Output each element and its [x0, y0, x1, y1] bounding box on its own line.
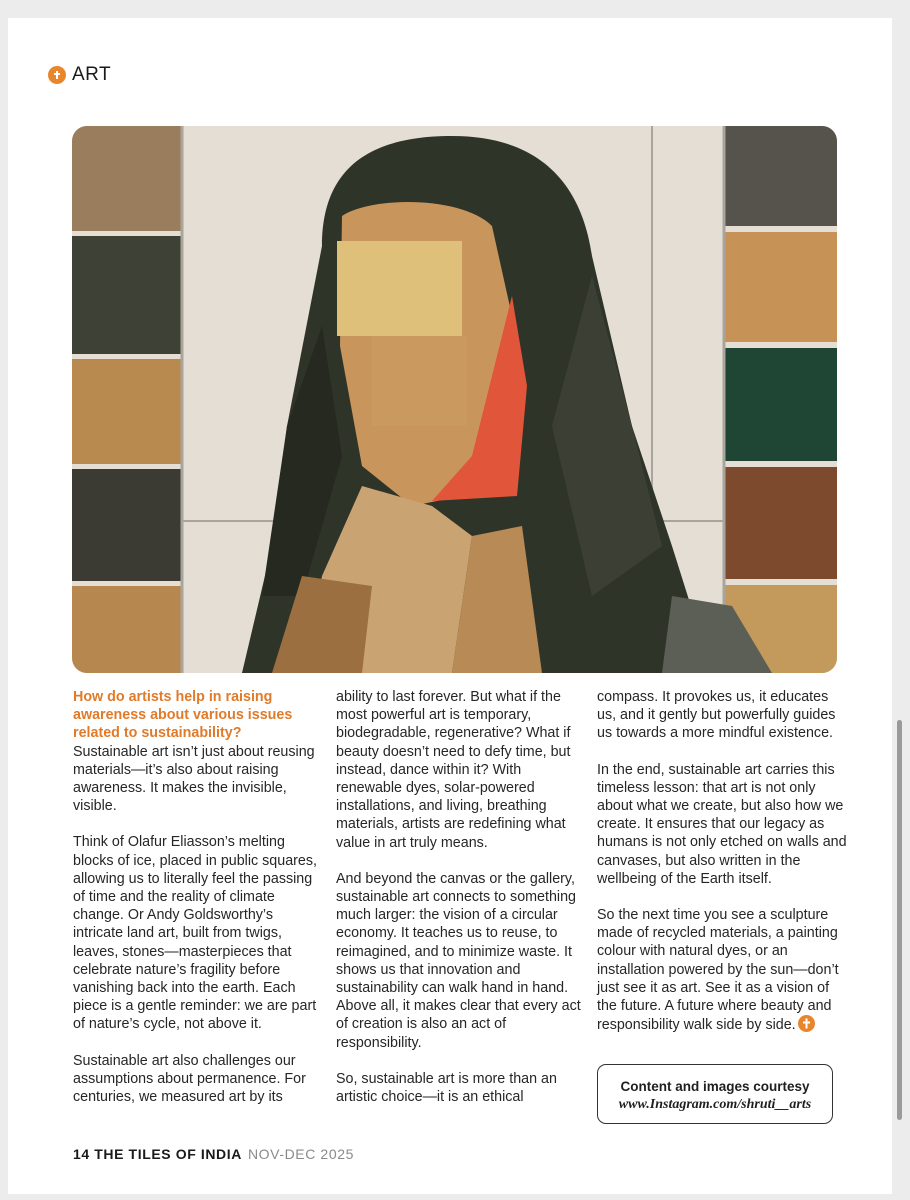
instagram-link[interactable]: www.Instagram.com/shruti__arts: [618, 1097, 812, 1112]
article-column-3: [597, 688, 847, 1052]
paragraph: Think of Olafur Eliasson’s melting blocks of ice, placed in public squares, allowing us to literally feel the passing of time and the reality of climate change. Or Andy Goldsworthy’s intricate land art, built from twigs, leaves, stones—masterpieces that celebrate nature’s fragility before vanishing back into the earth. Each piece is a gentle reminder: we are part of nature’s cycle, not above it.: [73, 834, 317, 1033]
paragraph: So, sustainable art is more than an artistic choice—it is an ethical: [336, 1070, 557, 1106]
paragraph: ability to last forever. But what if the most powerful art is temporary, biodegradable, regenerative? What if beauty doesn’t need to defy time, but instead, dance within it? With renewable dyes, solar-powered installations, and living, breathing materials, artists are redefining what value in art truly means.: [336, 689, 571, 851]
section-tag: [48, 64, 111, 86]
credit-title: Content and images courtesy: [620, 1079, 810, 1094]
paragraph: And beyond the canvas or the gallery, sustainable art connects to something much larger: the vision of a circular economy. It teaches us to reuse, to reimagined, and to minimize waste. It shows us that innovation and sustainability can walk hand in hand. Above all, it makes clear that every act of creation is also an act of responsibility.: [336, 870, 581, 1051]
article-column-1: [73, 688, 323, 1124]
end-mark-icon: [798, 1015, 815, 1032]
paragraph: In the end, sustainable art carries this timeless lesson: that art is not only about what we create, but also how we create. It ensures that our legacy as humans is not only etched on walls and canvases, but also written in the wellbeing of the Earth itself.: [597, 761, 847, 887]
paragraph: Sustainable art isn’t just about reusing materials—it’s also about raising awareness. It makes the invisible, visible.: [73, 743, 315, 815]
issue-date: NOV-DEC 2025: [247, 1146, 354, 1162]
paragraph: So the next time you see a sculpture made of recycled materials, a painting colour with natural dyes, or an installation powered by the sun—don’t just see it as art. See it as a vision of the future. A future where beauty and responsibility walk side by side.: [597, 907, 839, 1034]
credit-box: [597, 1064, 833, 1124]
publication-name: 14 THE TILES OF INDIA: [73, 1146, 242, 1162]
paragraph: Sustainable art also challenges our assumptions about permanence. For centuries, we measured art by its: [73, 1052, 306, 1106]
paragraph: compass. It provokes us, it educates us, and it gently but powerfully guides us towards a more mindful existence.: [597, 689, 836, 742]
interview-question: How do artists help in raising awareness about various issues related to sustainability?: [73, 689, 293, 742]
page-footer: [73, 1146, 354, 1162]
plus-circle-icon: [48, 66, 66, 84]
article-column-2: [336, 688, 586, 1124]
section-label: ART: [72, 64, 112, 85]
patchwork-portrait-image: [72, 126, 837, 673]
scrollbar[interactable]: [897, 720, 902, 1120]
